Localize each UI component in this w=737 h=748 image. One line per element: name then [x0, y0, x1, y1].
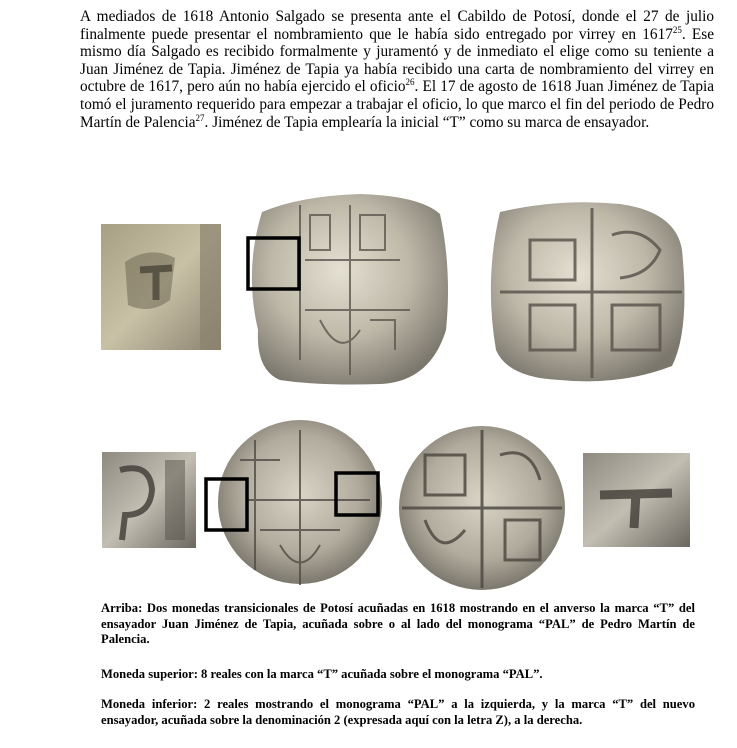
crop-upper-t-mark: [101, 224, 221, 350]
coin-upper-reverse: [491, 202, 685, 381]
caption-top: Arriba: Dos monedas transicionales de Potosí acuñadas en 1618 mostrando en el anverso la marca “T” del ensayador Juan Jiménez de Tapia, acuñada sobre o al lado del monograma “PAL” de Pedro Martín de Palencia.: [101, 601, 695, 647]
caption-lower-coin: Moneda inferior: 2 reales mostrando el monograma “PAL” a la izquierda, y la marca “T” del nuevo ensayador, acuñada sobre la denominación 2 (expresada aquí con la letra Z), a la derecha.: [101, 697, 695, 727]
coin-lower-obverse: [206, 420, 382, 585]
caption-upper-coin: Moneda superior: 8 reales con la marca “T” acuñada sobre el monograma “PAL”.: [101, 667, 543, 681]
paragraph-text-1: A mediados de 1618 Antonio Salgado se presenta ante el Cabildo de Potosí, donde el 27 de julio finalmente puede presentar el nombramiento que le había sido entregado por virrey en 1617: [80, 8, 714, 43]
coin-upper-obverse: [248, 194, 448, 385]
paragraph-text-2: . Ese mismo día Salgado es recibido formalmente y juramentó y de inmediato el elige como su teniente a Juan Jiménez de Tapia. Jiménez de Tapia ya había recibido una carta de nombramiento del virrey en octubre de 1617, pero aún no había ejercido el oficio: [80, 25, 714, 96]
crop-lower-t-mark: [583, 453, 690, 547]
paragraph-text-3: . El 17 de agosto de 1618 Juan Jiménez de Tapia tomó el juramento requerido para empezar a trabajar el oficio, lo que marco el fin del periodo de Pedro Martín de Palencia: [80, 78, 715, 131]
crop-lower-pal-monogram: [102, 452, 196, 548]
footnote-ref-25[interactable]: 25: [672, 24, 682, 35]
paragraph-text-4: . Jiménez de Tapia emplearía la inicial “T” como su marca de ensayador.: [204, 113, 650, 131]
footnote-ref-27[interactable]: 27: [195, 112, 205, 123]
footnote-ref-26[interactable]: 26: [405, 77, 415, 88]
coin-lower-reverse: [399, 426, 565, 590]
